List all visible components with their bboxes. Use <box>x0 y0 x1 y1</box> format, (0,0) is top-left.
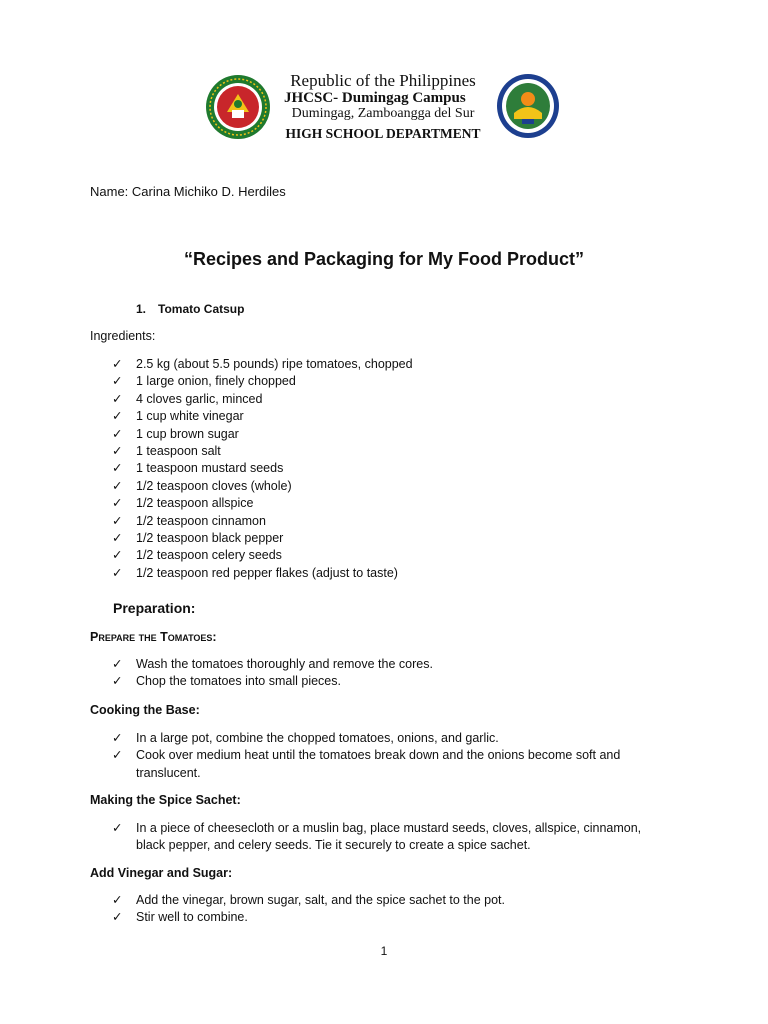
check-icon: ✓ <box>112 513 123 528</box>
list-item <box>112 391 672 408</box>
page-title: “Recipes and Packaging for My Food Product” <box>183 249 585 269</box>
page-number: 1 <box>380 944 388 958</box>
list-item <box>112 373 672 390</box>
recipe-number: 1. <box>136 302 147 316</box>
recipe-heading <box>136 302 244 316</box>
check-icon: ✓ <box>112 374 123 389</box>
check-icon: ✓ <box>112 821 123 835</box>
check-icon: ✓ <box>112 910 123 925</box>
list-item-text: Stir well to combine. <box>136 910 248 925</box>
step-heading: Add Vinegar and Sugar: <box>90 866 233 880</box>
check-icon: ✓ <box>112 531 123 546</box>
check-icon: ✓ <box>112 357 123 371</box>
step-heading: Making the Spice Sachet: <box>90 793 241 807</box>
check-icon: ✓ <box>112 478 123 493</box>
address-line: Dumingag, Zamboangga del Sur <box>291 106 475 121</box>
check-icon: ✓ <box>112 748 123 763</box>
list-item-text: 1/2 teaspoon celery seeds <box>136 548 282 563</box>
check-icon: ✓ <box>112 674 123 689</box>
step-list <box>112 656 672 691</box>
list-item <box>112 730 672 747</box>
list-item-text: 1/2 teaspoon black pepper <box>136 531 284 546</box>
list-item <box>112 565 672 582</box>
list-item-text: Add the vinegar, brown sugar, salt, and the spice sachet to the pot. <box>136 893 505 907</box>
ingredients-list <box>112 356 672 582</box>
step-heading: Prepare the Tomatoes: <box>90 630 217 644</box>
list-item <box>112 495 672 512</box>
list-item-text: Wash the tomatoes thoroughly and remove the cores. <box>136 657 433 671</box>
list-item-text: 1/2 teaspoon cinnamon <box>136 513 266 528</box>
check-icon: ✓ <box>112 426 123 441</box>
preparation-label: Preparation: <box>113 600 196 616</box>
list-item <box>112 673 672 690</box>
recipe-name: Tomato Catsup <box>158 302 245 316</box>
list-item-text: 2.5 kg (about 5.5 pounds) ripe tomatoes, chopped <box>136 357 413 371</box>
list-item <box>112 408 672 425</box>
list-item-text: 1 cup white vinegar <box>136 409 244 424</box>
list-item <box>112 530 672 547</box>
list-item <box>112 513 672 530</box>
list-item-text: 1 cup brown sugar <box>136 426 239 441</box>
list-item-text: 1 large onion, finely chopped <box>136 374 296 389</box>
check-icon: ✓ <box>112 391 123 406</box>
step-list <box>112 820 672 855</box>
check-icon: ✓ <box>112 565 123 580</box>
check-icon: ✓ <box>112 444 123 459</box>
list-item <box>112 356 672 373</box>
country-line: Republic of the Philippines <box>290 71 476 90</box>
list-item <box>112 747 672 782</box>
list-item <box>112 656 672 673</box>
letterhead-text <box>270 72 496 122</box>
list-item <box>112 547 672 564</box>
list-item-text: 4 cloves garlic, minced <box>136 391 263 406</box>
jhcsc-seal-icon <box>496 73 560 139</box>
list-item-text: 1/2 teaspoon allspice <box>136 496 254 511</box>
list-item-text: 1/2 teaspoon cloves (whole) <box>136 478 292 493</box>
list-item-text: 1 teaspoon salt <box>136 444 221 459</box>
check-icon: ✓ <box>112 893 123 907</box>
check-icon: ✓ <box>112 731 123 745</box>
list-item <box>112 820 672 855</box>
letterhead <box>0 68 768 148</box>
department-line: HIGH SCHOOL DEPARTMENT <box>285 126 481 141</box>
check-icon: ✓ <box>112 461 123 476</box>
list-item <box>112 460 672 477</box>
campus-line: JHCSC- Dumingag Campus <box>284 90 466 106</box>
check-icon: ✓ <box>112 409 123 424</box>
check-icon: ✓ <box>112 657 123 671</box>
check-icon: ✓ <box>112 548 123 563</box>
step-list <box>112 892 672 927</box>
list-item <box>112 426 672 443</box>
step-heading: Cooking the Base: <box>90 703 200 717</box>
ingredients-label: Ingredients: <box>90 329 156 343</box>
step-list <box>112 730 672 782</box>
list-item-text: 1 teaspoon mustard seeds <box>136 461 284 476</box>
list-item-text: 1/2 teaspoon red pepper flakes (adjust to taste) <box>136 565 398 580</box>
list-item <box>112 478 672 495</box>
list-item-text: In a piece of cheesecloth or a muslin bag, place mustard seeds, cloves, allspice, cinnamon, black pepper, and celery seeds. Tie it securely to create a spice sachet. <box>136 821 642 853</box>
list-item <box>112 909 672 926</box>
list-item-text: In a large pot, combine the chopped tomatoes, onions, and garlic. <box>136 731 499 745</box>
college-seal-icon <box>205 74 271 140</box>
check-icon: ✓ <box>112 496 123 511</box>
list-item-text: Cook over medium heat until the tomatoes break down and the onions become soft and translucent. <box>136 748 621 780</box>
list-item <box>112 443 672 460</box>
list-item-text: Chop the tomatoes into small pieces. <box>136 674 341 689</box>
list-item <box>112 892 672 909</box>
student-name: Name: Carina Michiko D. Herdiles <box>90 184 286 199</box>
